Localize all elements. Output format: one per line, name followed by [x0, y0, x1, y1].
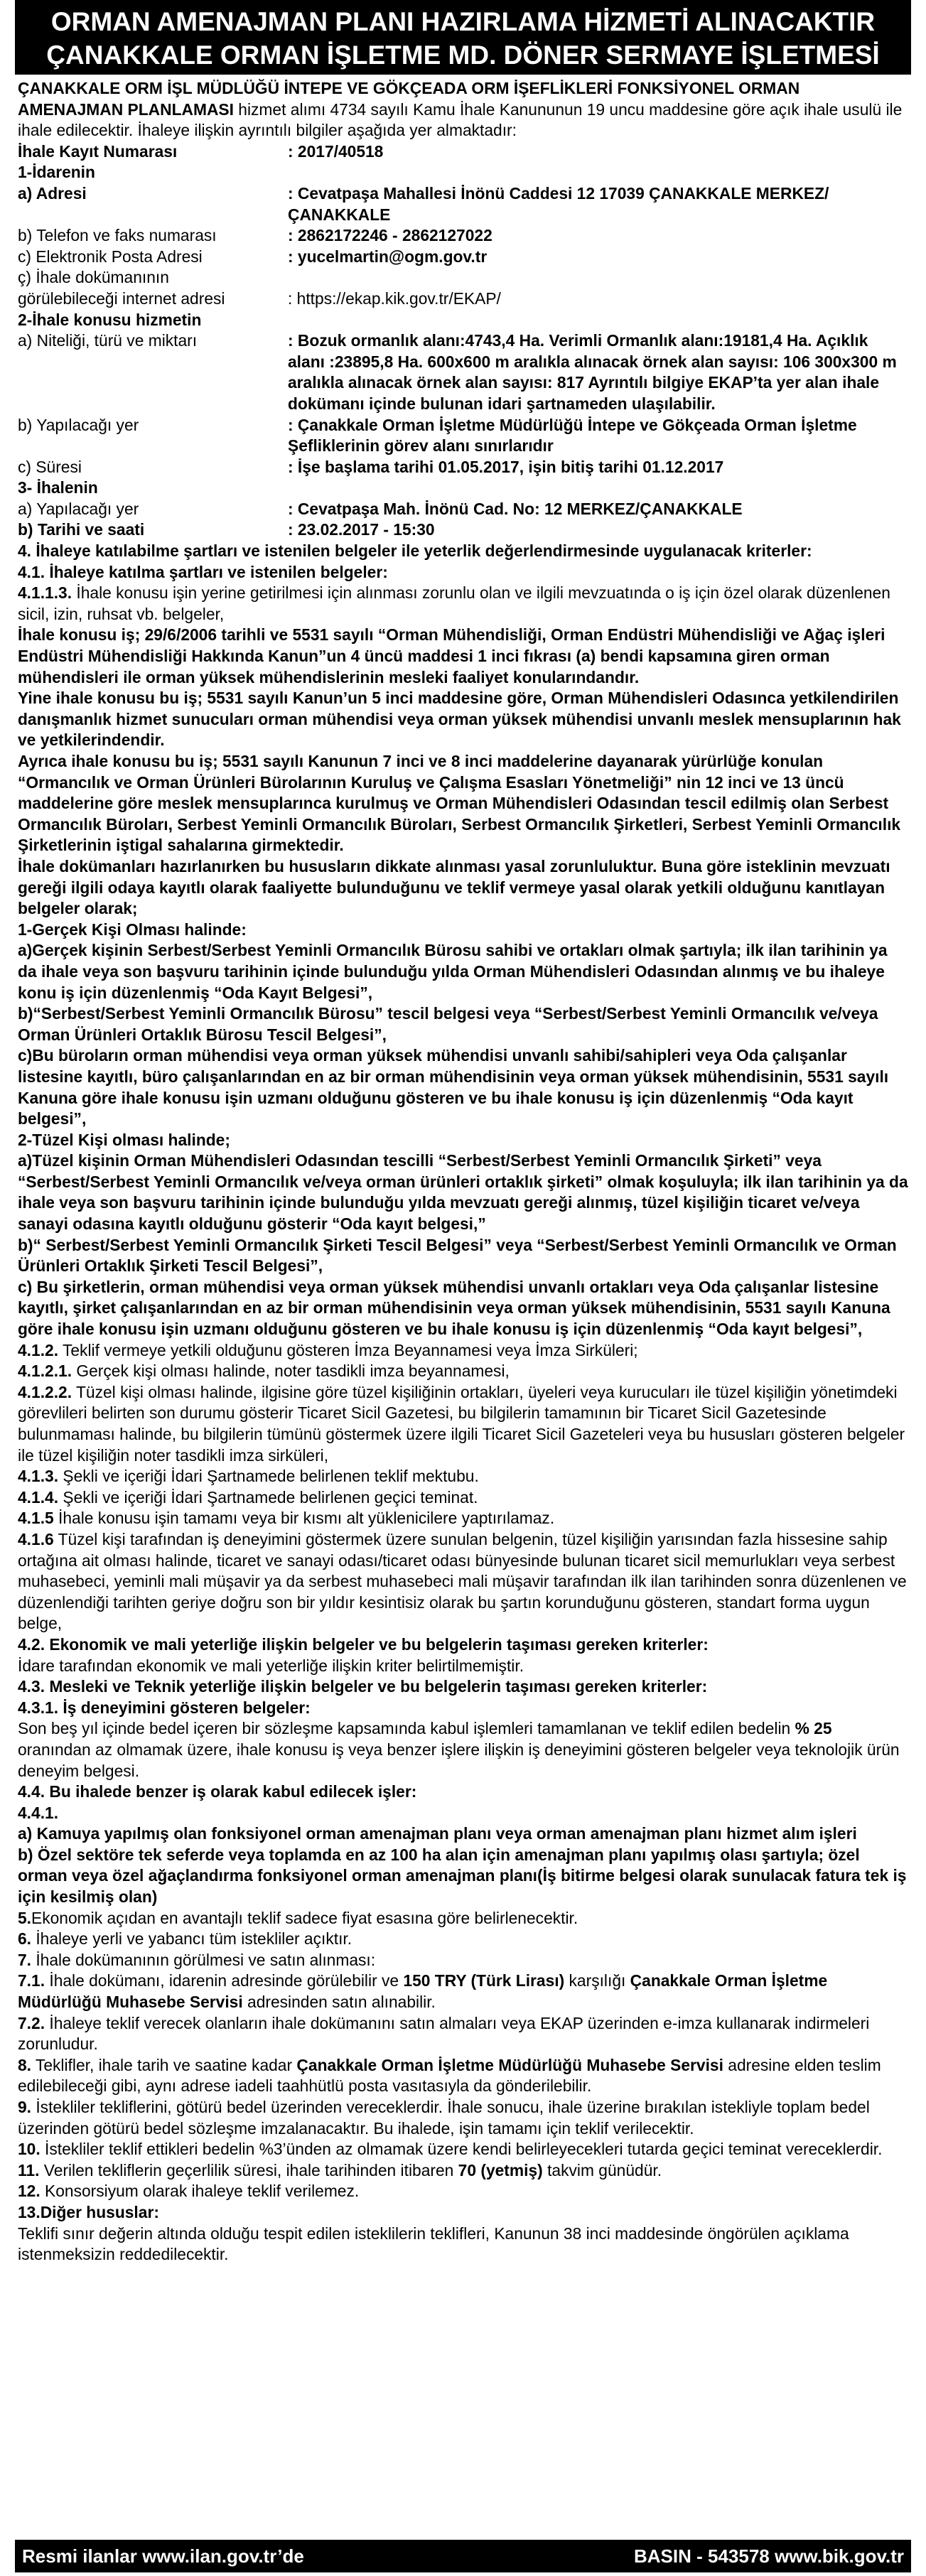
item-4-1-3	[18, 1466, 908, 1487]
service-duration-value: : İşe başlama tarihi 01.05.2017, işin bitiş tarihi 01.12.2017	[288, 457, 724, 476]
tender-date-value: : 23.02.2017 - 15:30	[288, 520, 435, 539]
item-10	[18, 2139, 908, 2160]
website-key-line1: ç) İhale dokümanının	[18, 268, 169, 287]
item-number: 4.1.3.	[18, 1467, 59, 1486]
item-4-4-1: 4.4.1.	[18, 1803, 59, 1822]
section2-title: 2-İhale konusu hizmetin	[18, 310, 202, 329]
percentage: % 25	[795, 1719, 832, 1738]
item-4-1-1-3	[18, 583, 908, 625]
website-row	[18, 267, 908, 309]
item-4-1: 4.1. İhaleye katılma şartları ve istenilen belgeler:	[18, 562, 388, 581]
legal-entity-title: 2-Tüzel Kişi olması halinde;	[18, 1130, 230, 1149]
item-11	[18, 2160, 908, 2182]
address-key: a) Adresi	[18, 183, 87, 203]
paragraph-5531-law: İhale konusu iş; 29/6/2006 tarihli ve 5531 sayılı “Orman Mühendisliği, Orman Endüstri Mühendisliği ve Ağaç işleri Endüstri Mühendisliği Hakkında Kanun”un 4 üncü maddesi 1 inci fıkrası (a) bendi kapsamına giren orman mühendisleri ile orman yüksek mühendislerinin mesleki faaliyet konularındandır.	[18, 625, 885, 686]
item-number: 10.	[18, 2140, 41, 2159]
announcement-body	[15, 75, 911, 2265]
text-part: Verilen tekliflerin geçerlilik süresi, ihale tarihinden itibaren	[39, 2160, 458, 2179]
item-number: 6.	[18, 1929, 32, 1949]
item-7-1	[18, 1971, 908, 2012]
text-part: takvim günüdür.	[542, 2160, 662, 2179]
item-4-2: 4.2. Ekonomik ve mali yeterliğe ilişkin belgeler ve bu belgelerin taşıması gereken kriterler:	[18, 1634, 709, 1654]
real-person-title: 1-Gerçek Kişi Olması halinde:	[18, 920, 247, 939]
item-number: 7.1.	[18, 1971, 45, 1990]
item-text: İhaleye teklif verecek olanların ihale dokümanını satın almaları veya EKAP üzerinden e-imza kullanarak indirmeleri zorunludur.	[18, 2013, 870, 2054]
real-person-c: c)Bu büroların orman mühendisi veya orman yüksek mühendisi unvanlı sahibi/sahipleri veya Oda çalışanlar listesine kayıtlı, büro çalışanlarından en az bir orman mühendisinin veya orman yüksek mühendisinin, 5531 sayılı Kanuna göre ihale konusu işin uzmanı olduğunu gösteren ve bu ihale konusu iş için düzenlenmiş “Oda kayıt belgesi”,	[18, 1046, 889, 1128]
intro-paragraph	[18, 78, 908, 141]
announcement-footer	[15, 2540, 911, 2572]
item-4-3-1: 4.3.1. İş deneyimini gösteren belgeler:	[18, 1698, 311, 1717]
item-13-text: Teklifi sınır değerin altında olduğu tespit edilen isteklilerin teklifleri, Kanunun 38 inci maddesinde öngörülen açıklama istenmeksizin reddedilecektir.	[18, 2224, 849, 2264]
header-title-line1: ORMAN AMENAJMAN PLANI HAZIRLAMA HİZMETİ ALINACAKTIR	[50, 7, 876, 36]
item-number: 11.	[18, 2160, 40, 2179]
item-6	[18, 1929, 908, 1950]
email-row	[18, 247, 908, 268]
section4-title: 4. İhaleye katılabilme şartları ve istenilen belgeler ile yeterlik değerlendirmesinde uygulanacak kriterler:	[18, 541, 812, 561]
item-text: Şekli ve içeriği İdari Şartnamede belirlenen geçici teminat.	[58, 1487, 478, 1507]
text-part: adresinden satın alınabilir.	[242, 1993, 436, 2012]
service-duration-key: c) Süresi	[18, 457, 82, 476]
real-person-a: a)Gerçek kişinin Serbest/Serbest Yeminli Ormancılık Bürosu sahibi ve ortakları olmak şartıyla; ilk ilan tarihinin ya da ihale veya son başvuru tarihinin içinde bulunduğu yılda Orman Mühendisleri Odasından alınmış ve bu ihaleye konu iş için düzenlenmiş “Oda Kayıt Belgesi”,	[18, 941, 888, 1002]
item-number: 7.2.	[18, 2013, 45, 2032]
phone-value: : 2862172246 - 2862127022	[288, 226, 492, 245]
tender-place-value: : Cevatpaşa Mah. İnönü Cad. No: 12 MERKEZ/ÇANAKKALE	[288, 499, 743, 518]
phone-row	[18, 225, 908, 247]
email-key: c) Elektronik Posta Adresi	[18, 247, 203, 266]
item-4-1-6	[18, 1529, 908, 1634]
item-text: İhale konusu işin tamamı veya bir kısmı alt yüklenicilere yaptırılamaz.	[53, 1509, 555, 1528]
service-nature-row	[18, 330, 908, 414]
phone-key: b) Telefon ve faks numarası	[18, 226, 217, 245]
address-row	[18, 183, 908, 225]
item-text: İstekliler tekliflerini, götürü bedel üzerinden vereceklerdir. İhale sonucu, ihale üzerine bırakılan istekliyle toplam bedel üzerinden götürü bedel sözleşme imzalanacaktır. Bu ihalede, işin tamamı için teklif verilecektir.	[18, 2098, 870, 2138]
item-text: İstekliler teklif ettikleri bedelin %3’ünden az olmamak üzere kendi belirleyecekleri tutarda geçici teminat vereceklerdir.	[40, 2140, 883, 2159]
header-title-line2: ÇANAKKALE ORMAN İŞLETME MD. DÖNER SERMAYE İŞLETMESİ	[46, 41, 880, 70]
item-number: 4.1.2.1.	[18, 1362, 72, 1381]
section3-title: 3- İhalenin	[18, 478, 98, 497]
service-duration-row	[18, 457, 908, 478]
paragraph-5531-art5: Yine ihale konusu bu iş; 5531 sayılı Kanun’un 5 inci maddesine göre, Orman Mühendisleri Odasınca yetkilendirilen danışmanlık hizmet sunucuları orman mühendisi veya orman yüksek mühendisi unvanlı meslek mensuplarının hak ve yetkilerindendir.	[18, 689, 901, 750]
item-number: 4.1.1.3.	[18, 583, 72, 603]
item-number: 5.	[18, 1908, 32, 1927]
tender-place-row	[18, 499, 908, 520]
item-4-4-1-b: b) Özel sektöre tek seferde veya toplamda en az 100 ha alan için amenajman planı yapılmış olası şartıyla; özel orman veya özel ağaçlandırma fonksiyonel orman amenajman planı(İş bitirme belgesi olarak sunulacak fatura tek iş için kesilmiş olan)	[18, 1845, 907, 1907]
item-4-1-2-1	[18, 1361, 908, 1382]
item-text: Ekonomik açıdan en avantajlı teklif sadece fiyat esasına göre belirlenecektir.	[31, 1908, 578, 1927]
text-part: adresine elden teslim edilebileceği gibi, aynı adrese iadeli taahhütlü posta vasıtasıyla da gönderilebilir.	[18, 2055, 881, 2096]
item-number: 4.1.2.	[18, 1340, 59, 1359]
address-value: : Cevatpaşa Mahallesi İnönü Caddesi 12 17039 ÇANAKKALE MERKEZ/ÇANAKKALE	[288, 183, 829, 224]
text-part: Teklifler, ihale tarih ve saatine kadar	[31, 2055, 297, 2074]
item-12	[18, 2181, 908, 2202]
item-13: 13.Diğer hususlar:	[18, 2202, 159, 2221]
tender-date-row	[18, 519, 908, 541]
text-part: İhale dokümanı, idarenin adresinde görülebilir ve	[45, 1971, 404, 1990]
service-place-key: b) Yapılacağı yer	[18, 415, 139, 434]
text-part: Son beş yıl içinde bedel içeren bir sözleşme kapsamında kabul işlemleri tamamlanan ve teklif edilen bedelin	[18, 1719, 795, 1738]
item-text: Konsorsiyum olarak ihaleye teklif verilemez.	[40, 2182, 360, 2201]
item-7	[18, 1950, 908, 1971]
item-9	[18, 2097, 908, 2139]
item-number: 9.	[18, 2098, 32, 2116]
email-value: : yucelmartin@ogm.gov.tr	[288, 247, 488, 266]
item-text: Tüzel kişi olması halinde, ilgisine göre tüzel kişiliğinin ortakları, üyeleri veya kurucuları ile tüzel kişiliğin yönetimdeki görevlileri belirten son durumu gösterir Ticaret Sicil Gazetesi, bu bilgilerin tamamının bir Ticaret Sicil Gazetesinde bulunmaması halinde, bu bilgilerin tümünü göstermek üzere ilgili Ticaret Sicil Gazeteleri veya bu hususları gösteren belgeler ile tüzel kişiliğin noter tasdikli imza sirküleri,	[18, 1382, 905, 1465]
item-text: İhale dokümanının görülmesi ve satın alınması:	[31, 1950, 376, 1969]
announcement-page	[15, 0, 911, 2576]
website-key	[18, 267, 288, 309]
item-text: İhaleye yerli ve yabancı tüm istekliler açıktır.	[31, 1929, 352, 1949]
paragraph-5531-art7-8: Ayrıca ihale konusu bu iş; 5531 sayılı Kanunun 7 inci ve 8 inci maddelerine dayanarak yürürlüğe konulan “Ormancılık ve Orman Ürünleri Bürolarının Kuruluş ve Çalışma Esasları Yönetmeliği” nin 12 inci ve 13 üncü maddelerine göre meslek mensuplarınca kurulmuş ve Orman Mühendisleri Odasından tescil edilmiş olan Serbest Ormancılık Büroları, Serbest Yeminli Ormancılık Büroları, Serbest Ormancılık Şirketleri, Serbest Yeminli Ormancılık Şirketlerinin iştigal sahalarına girmektedir.	[18, 752, 901, 855]
section1-title: 1-İdarenin	[18, 163, 95, 182]
item-4-3: 4.3. Mesleki ve Teknik yeterliğe ilişkin belgeler ve bu belgelerin taşıması gereken kriterler:	[18, 1677, 708, 1696]
item-text: Teklif vermeye yetkili olduğunu gösteren İmza Beyannamesi veya İmza Sirküleri;	[58, 1340, 638, 1359]
footer-left[interactable]: Resmi ilanlar www.ilan.gov.tr’de	[22, 2545, 304, 2567]
text-part: oranından az olmamak üzere, ihale konusu iş veya benzer işlere ilişkin iş deneyimini gösteren belgeler veya teknolojik ürün deneyim belgesi.	[18, 1740, 900, 1780]
tender-number-key: İhale Kayıt Numarası	[18, 141, 178, 161]
item-4-4-1-a: a) Kamuya yapılmış olan fonksiyonel orman amenajman planı veya orman amenajman planı hizmet alım işleri	[18, 1824, 857, 1843]
announcement-header	[15, 0, 911, 75]
item-4-4: 4.4. Bu ihalede benzer iş olarak kabul edilecek işler:	[18, 1782, 417, 1801]
item-number: 4.1.6	[18, 1529, 54, 1548]
item-text: Şekli ve içeriği İdari Şartnamede belirlenen teklif mektubu.	[58, 1467, 479, 1486]
tender-place-key: a) Yapılacağı yer	[18, 499, 139, 518]
legal-entity-b: b)“ Serbest/Serbest Yeminli Ormancılık Şirketi Tescil Belgesi” veya “Serbest/Serbest Yeminli Ormancılık ve Orman Ürünleri Ortaklık Şirketi Tescil Belgesi”,	[18, 1235, 897, 1276]
website-key-line2: görülebileceği internet adresi	[18, 289, 225, 308]
paragraph-documents: İhale dokümanları hazırlanırken bu hususların dikkate alınması yasal zorunluluktur. Buna göre isteklinin mevzuatı gereği ilgili odaya kayıtlı olarak faaliyette bulunduğunu ve teklif vermeye yasal olarak yetkili olduğunu kanıtlayan belgeler olarak;	[18, 856, 890, 918]
tender-number-row	[18, 141, 908, 163]
office-name: Çanakkale Orman İşletme Müdürlüğü Muhasebe Servisi	[296, 2055, 723, 2074]
legal-entity-a: a)Tüzel kişinin Orman Mühendisleri Odasından tescilli “Serbest/Serbest Yeminli Ormancılık Şirketi” veya “Serbest/Serbest Yeminli Ormancılık ve/veya orman ürünleri ortaklık şirketi” olmak koşuluyla; ilk ilan tarihinin ya da ihale veya son başvuru tarihinin içinde bulunduğu yılda mevzuatı gereği alınmış, tüzel kişiliğin ticaret ve/veya sanayi odasına kayıtlı olduğunu gösterir “Oda kayıt belgesi,”	[18, 1151, 908, 1234]
item-4-1-2	[18, 1340, 908, 1362]
item-4-1-4	[18, 1487, 908, 1509]
item-number: 4.1.4.	[18, 1487, 59, 1507]
real-person-b: b)“Serbest/Serbest Yeminli Ormancılık Bürosu” tescil belgesi veya “Serbest/Serbest Yeminli Ormancılık ve/veya Orman Ürünleri Ortaklık Bürosu Tescil Belgesi”,	[18, 1004, 878, 1044]
service-nature-value: : Bozuk ormanlık alanı:4743,4 Ha. Verimli Ormanlık alanı:19181,4 Ha. Açıklık alanı :23895,8 Ha. 600x600 m aralıkla alınacak örnek alan sayısı: 106 300x300 m aralıkla alınacak örnek alan sayısı: 817 Ayrıntılı bilgiye EKAP’ta yer alan ihale dokümanı içinde bulunan idari şartnameden ulaşılabilir.	[288, 331, 897, 413]
item-4-3-1-text	[18, 1718, 908, 1782]
tender-number-value: : 2017/40518	[288, 141, 384, 161]
item-number: 8.	[18, 2055, 32, 2074]
text-part: karşılığı	[564, 1971, 630, 1990]
item-text: Tüzel kişi tarafından iş deneyimini göstermek üzere sunulan belgenin, tüzel kişiliğin yarısından fazla hissesine sahip ortağına ait olması halinde, ticaret ve sanayi odası/ticaret odası bünyesinde bulunan ticaret sicil memurlukları veya serbest muhasebeci, yeminli mali müşavir ya da serbest muhasebeci mali müşavir tarafından ilk ilan tarihinden sonra düzenlenen ve düzenlendiği tarihten geriye doğru son bir yıldır kesintisiz olarak bu şartın korunduğunu gösteren, standart forma uygun belge,	[18, 1529, 907, 1633]
price: 150 TRY (Türk Lirası)	[403, 1971, 565, 1990]
item-5	[18, 1908, 908, 1929]
intro-bold: ÇANAKKALE ORM İŞL MÜDLÜĞÜ İNTEPE VE GÖKÇEADA ORM İŞEFLİKLERİ FONKSİYONEL ORMAN AMENAJMAN PLANLAMASI	[18, 79, 800, 119]
item-4-1-5	[18, 1508, 908, 1529]
tender-date-key: b) Tarihi ve saati	[18, 520, 145, 539]
office-name: Çanakkale Orman İşletme Müdürlüğü Muhasebe Servisi	[18, 1971, 828, 2012]
validity-days: 70 (yetmiş)	[458, 2160, 543, 2179]
item-text: İhale konusu işin yerine getirilmesi için alınması zorunlu olan ve ilgili mevzuatında o iş için özel olarak düzenlenen sicil, izin, ruhsat vb. belgeler,	[18, 583, 890, 623]
item-number: 4.1.5	[18, 1509, 54, 1528]
intro-text: hizmet alımı 4734 sayılı Kamu İhale Kanununun 19 uncu maddesine göre açık ihale usulü ile ihale edilecektir. İhaleye ilişkin ayrıntılı bilgiler aşağıda yer almaktadır:	[18, 99, 903, 140]
service-nature-key: a) Niteliği, türü ve miktarı	[18, 331, 198, 350]
item-number: 4.1.2.2.	[18, 1382, 72, 1401]
item-number: 7.	[18, 1950, 32, 1969]
legal-entity-c: c) Bu şirketlerin, orman mühendisi veya orman yüksek mühendisi unvanlı ortakları veya Oda çalışanlar listesine kayıtlı, şirket çalışanlarından en az bir orman mühendisinin veya orman yüksek mühendisinin, 5531 sayılı Kanuna göre ihale konusu işin uzmanı olduğunu gösteren ve bu ihale konusu iş için düzenlenmiş “Oda kayıt belgesi”,	[18, 1277, 890, 1339]
footer-right[interactable]: BASIN - 543578 www.bik.gov.tr	[634, 2545, 904, 2567]
item-4-2-text: İdare tarafından ekonomik ve mali yeterliğe ilişkin kriter belirtilmemiştir.	[18, 1656, 524, 1675]
item-7-2	[18, 2013, 908, 2055]
item-8	[18, 2055, 908, 2097]
item-4-1-2-2	[18, 1382, 908, 1466]
item-number: 12.	[18, 2182, 41, 2201]
service-place-value: : Çanakkale Orman İşletme Müdürlüğü İntepe ve Gökçeada Orman İşletme Şefliklerinin görev alanı sınırlarıdır	[288, 415, 857, 456]
service-place-row	[18, 415, 908, 457]
item-text: Gerçek kişi olması halinde, noter tasdikli imza beyannamesi,	[72, 1362, 510, 1381]
website-value[interactable]: : https://ekap.kik.gov.tr/EKAP/	[288, 289, 501, 308]
